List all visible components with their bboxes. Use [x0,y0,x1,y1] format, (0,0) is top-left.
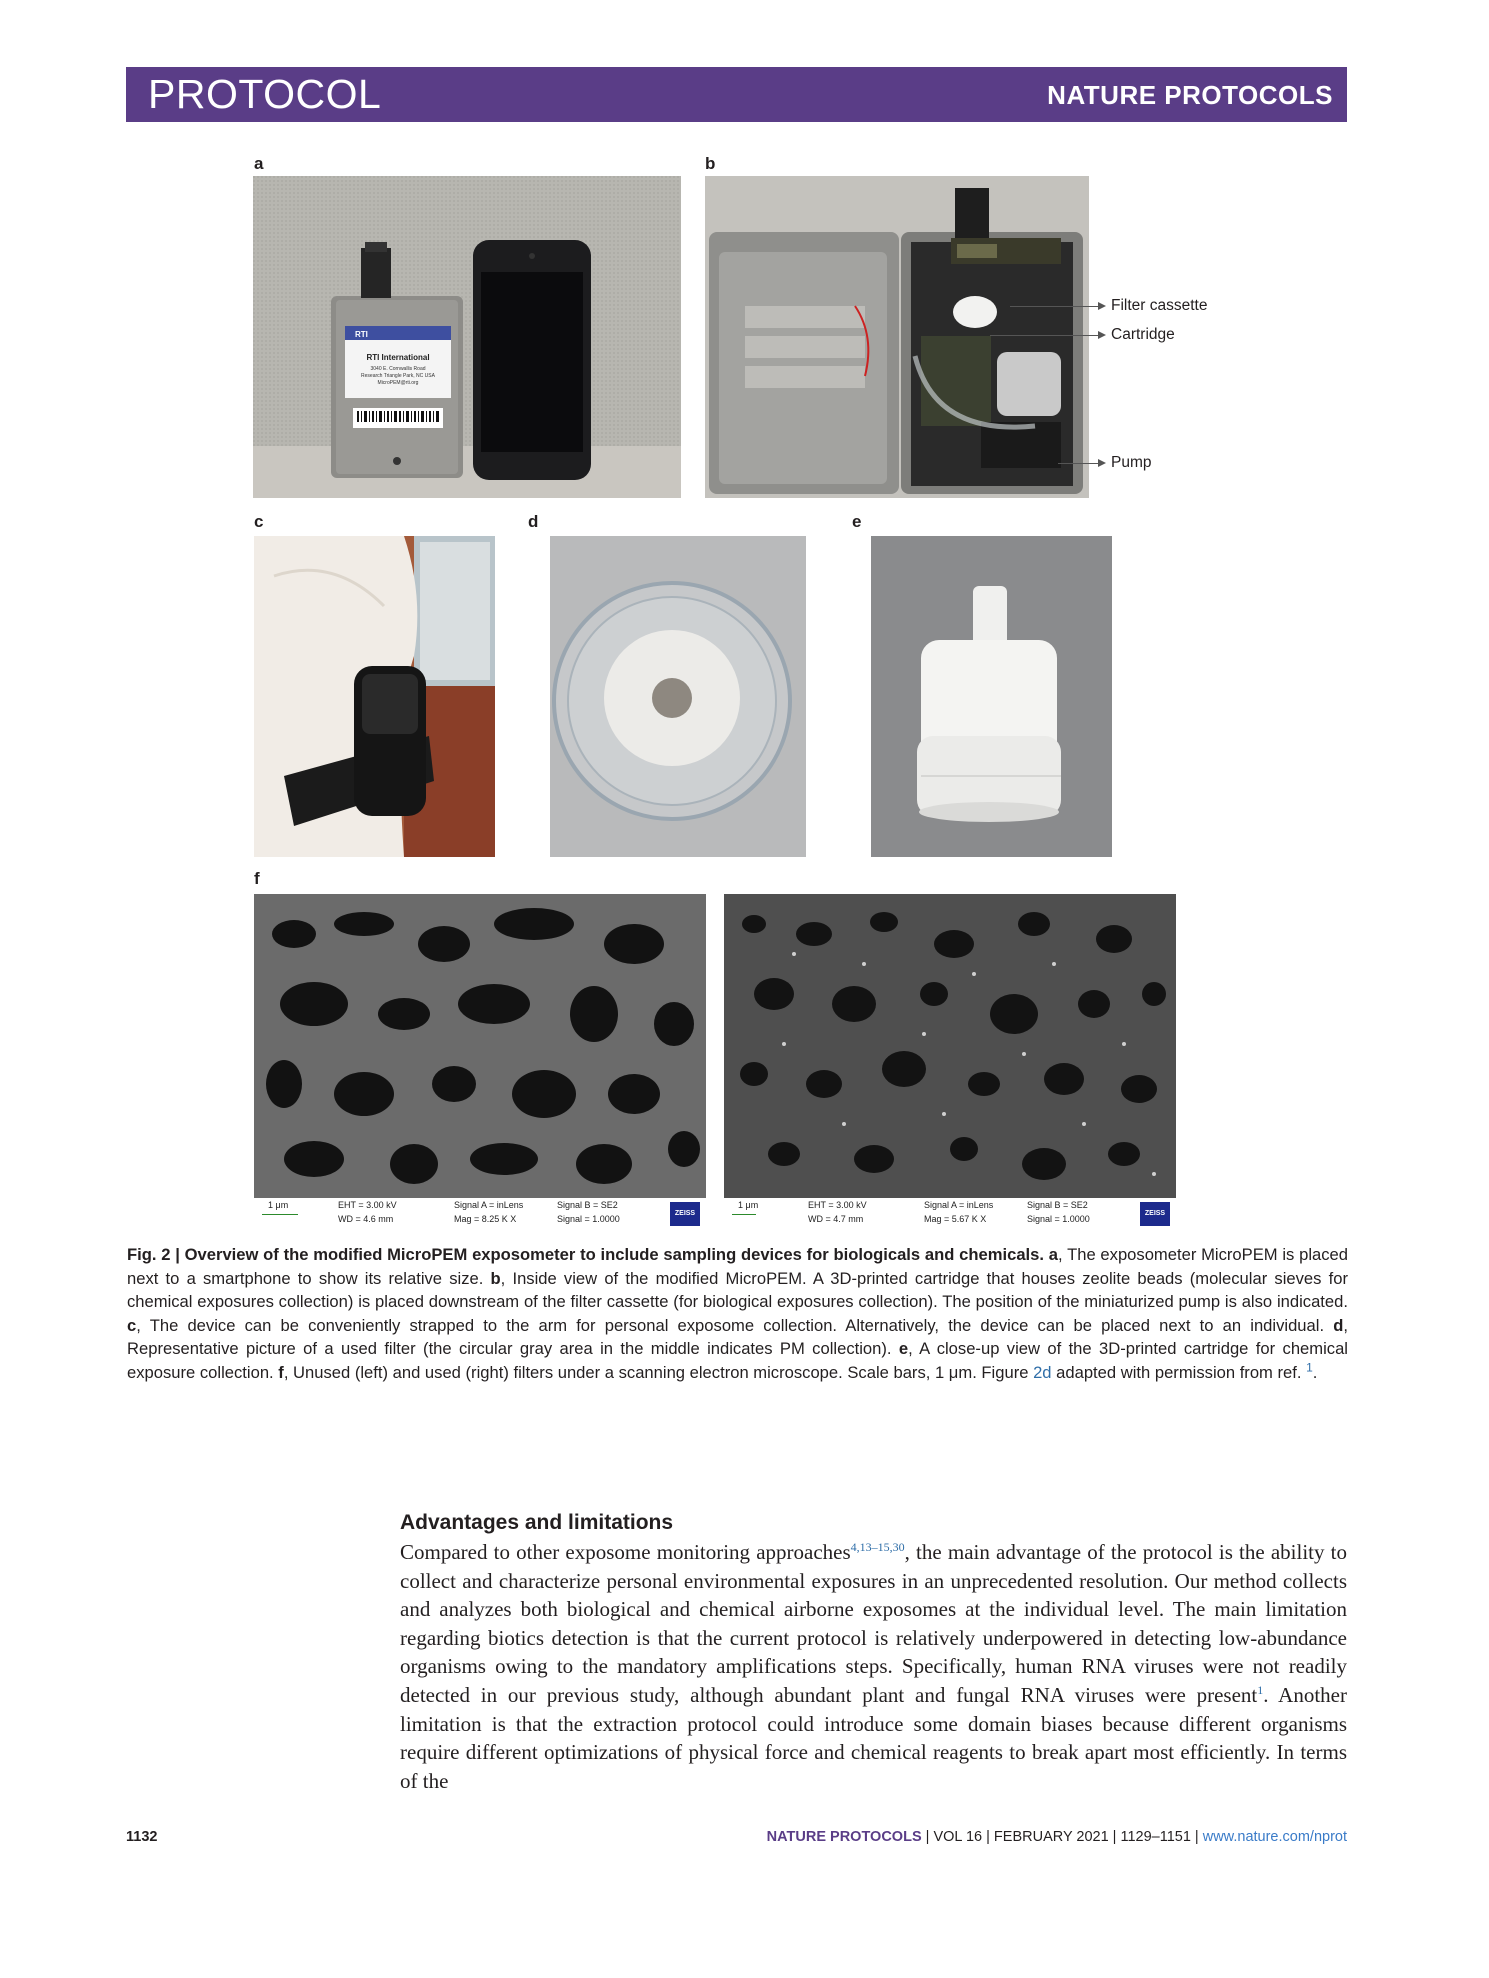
panel-label-f: f [254,869,260,888]
sem-right-signal-b: Signal B = SE2 [1027,1200,1088,1210]
sem-right-info-bar [724,1198,1176,1230]
caption-text-f: , Unused (left) and used (right) filters under a scanning electron microscope. Scale bars, 1 μm. Figure [283,1362,1034,1382]
arrow-filter-cassette [1010,306,1104,307]
panel-label-c: c [254,512,264,531]
arrow-head-filter-cassette [1098,302,1106,310]
caption-key-c: c [127,1315,137,1335]
sem-used-filter [724,894,1176,1230]
body-ref-link-2[interactable]: 1 [1257,1682,1264,1697]
section-label: PROTOCOL [148,71,382,117]
label-filter-cassette: Filter cassette [1111,297,1208,314]
page-number: 1132 [126,1829,158,1845]
photo-micropem-with-phone [253,176,681,498]
body-text-3: . Another limitation is that the extraction protocol could introduce some domain biases because different organisms require different optimizations of physical force and chemical reagents to break apart most efficiently. In terms of the [400,1682,1347,1793]
arrow-head-cartridge [1098,331,1106,339]
caption-key-f: f [278,1362,284,1382]
sem-left-signal: Signal = 1.0000 [557,1214,620,1224]
figure-link-2d[interactable]: 2d [1033,1362,1052,1382]
caption-text-d: , Representative picture of a used filter (the circular gray area in the middle indicates PM collection). [127,1315,1348,1359]
figure-caption [127,1243,1348,1385]
footer-url-link[interactable]: www.nature.com/nprot [1202,1829,1347,1845]
arrow-head-pump [1098,459,1106,467]
sem-right-mag: Mag = 5.67 K X [924,1214,987,1224]
sem-left-scale-bar [262,1214,298,1215]
sem-left-wd: WD = 4.6 mm [338,1214,394,1224]
footer-sep-3: | [1108,1829,1121,1845]
footer-date: FEBRUARY 2021 [993,1829,1109,1845]
sem-left-mag: Mag = 8.25 K X [454,1214,517,1224]
caption-key-b: b [490,1268,501,1288]
sem-left-zeiss-logo: ZEISS [670,1202,700,1226]
photo-3d-cartridge [871,536,1112,857]
body-text-1: Compared to other exposome monitoring approaches [400,1540,851,1564]
sem-left-signal-a: Signal A = inLens [454,1200,524,1210]
footer-pages: 1129–1151 [1120,1829,1191,1845]
caption-title: Fig. 2 | Overview of the modified MicroPEM exposometer to include sampling devices for biologicals and chemicals. [127,1245,1045,1264]
caption-end: . [1312,1362,1318,1382]
photo-micropem-inside [705,176,1089,498]
caption-ref-link[interactable]: 1 [1306,1360,1313,1375]
caption-key-d: d [1333,1315,1344,1335]
arrow-cartridge [990,335,1104,336]
body-text-2: , the main advantage of the protocol is the ability to collect and characterize personal environmental exposures in an unprecedented resolution. Our method collects and analyzes both biological and chemical airborne exposomes at the individual level. The main limitation regarding biotics detection is that the current protocol is relatively underpowered in detecting low-abundance organisms owing to the mandatory amplifications steps. Specifically, human RNA viruses were not readily detected in our previous study, although abundant plant and fungal RNA viruses were present [400,1540,1347,1707]
header-bar [126,67,1347,122]
sem-unused-filter [254,894,706,1230]
body-ref-link-1[interactable]: 4,13–15,30 [850,1540,905,1554]
sem-right-signal: Signal = 1.0000 [1027,1214,1090,1224]
sem-left-scale: 1 μm [268,1200,289,1210]
label-pump: Pump [1111,454,1152,471]
panel-label-d: d [528,512,539,531]
footer-citation [767,1829,1347,1845]
sem-right-wd: WD = 4.7 mm [808,1214,864,1224]
footer-sep-1: | [921,1829,934,1845]
footer-journal: NATURE PROTOCOLS [766,1829,922,1845]
panel-label-e: e [852,512,862,531]
device-logo: RTI [355,330,368,339]
sem-left-signal-b: Signal B = SE2 [557,1200,618,1210]
caption-key-a: a [1048,1245,1059,1264]
caption-text-c: , The device can be conveniently strapped to the arm for personal exposome collection. Alternatively, the device can be placed next to an individual. [136,1315,1334,1335]
panel-label-a: a [254,154,264,173]
device-email: MicroPEM@rti.org [377,380,419,386]
sem-left-eht: EHT = 3.00 kV [338,1200,397,1210]
caption-tail: adapted with permission from ref. [1051,1362,1307,1382]
section-title: Advantages and limitations [400,1511,674,1534]
caption-key-e: e [898,1339,909,1359]
footer-sep-2: | [982,1829,994,1845]
caption-text-a: , The exposometer MicroPEM is placed next to a smartphone to show its relative size. [127,1245,1348,1288]
device-org: RTI International [366,353,430,362]
caption-text-b: , Inside view of the modified MicroPEM. A 3D-printed cartridge that houses zeolite beads (molecular sieves for chemical exposures collection) is placed downstream of the filter cassette (for biological exposures collection). The position of the miniaturized pump is also indicated. [127,1268,1348,1312]
journal-name: NATURE PROTOCOLS [1047,80,1333,110]
device-address-2: Research Triangle Park, NC USA [361,373,435,379]
panel-label-b: b [705,154,716,173]
sem-right-eht: EHT = 3.00 kV [808,1200,867,1210]
body-paragraph [400,1538,1347,1795]
sem-left-info-bar [254,1198,706,1230]
sem-right-scale: 1 μm [738,1200,759,1210]
footer-sep-4: | [1190,1829,1203,1845]
footer-volume: VOL 16 [933,1829,983,1845]
sem-right-zeiss-logo: ZEISS [1140,1202,1170,1226]
photo-used-filter [550,536,806,857]
sem-right-signal-a: Signal A = inLens [924,1200,994,1210]
caption-text-e: , A close-up view of the 3D-printed cartridge for chemical exposure collection. [127,1339,1348,1382]
sem-right-scale-bar [732,1214,756,1215]
label-cartridge: Cartridge [1111,326,1175,343]
device-address-1: 3040 E. Cornwallis Road [370,366,426,372]
photo-arm-strap [254,536,495,857]
